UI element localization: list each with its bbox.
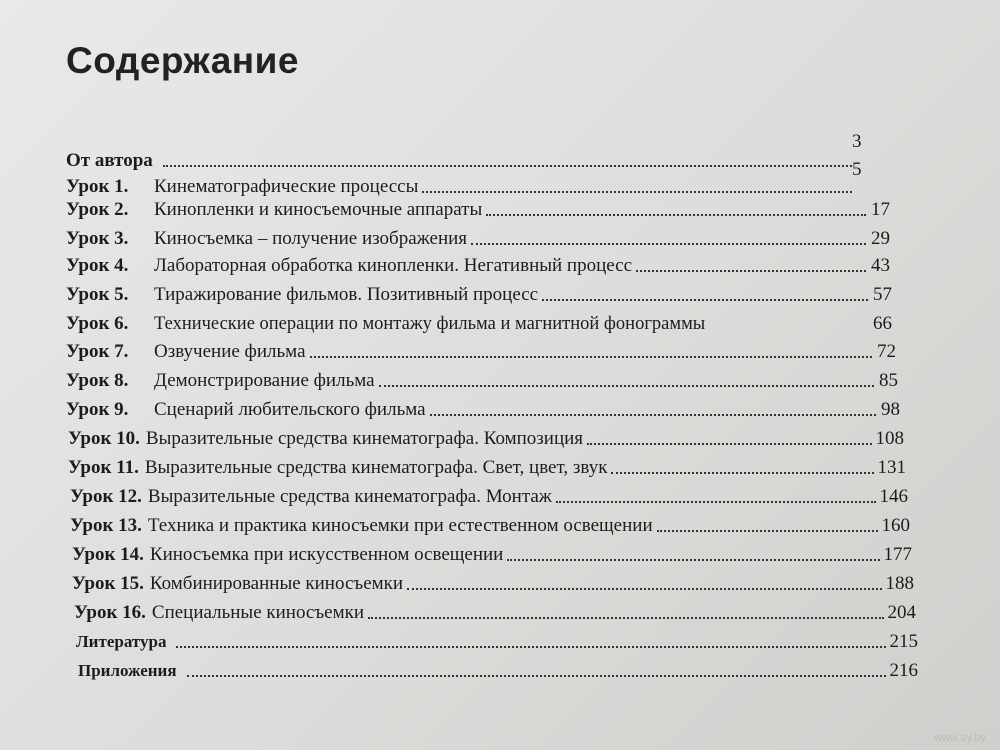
dot-leader: [507, 559, 879, 561]
toc-page-number: 29: [871, 228, 890, 249]
toc-title: Кинематографические процессы: [154, 176, 419, 197]
toc-entry: [66, 398, 900, 422]
toc-page-number: 108: [875, 428, 904, 449]
toc-title: Выразительные средства кинематографа. Композиция: [145, 428, 584, 449]
toc-title: Киносъемка – получение изображения: [154, 228, 468, 249]
toc-page-number: 216: [889, 660, 918, 681]
toc-title: Озвучение фильма: [154, 341, 306, 362]
toc-title: Тиражирование фильмов. Позитивный процесс: [154, 284, 539, 305]
dot-leader: [556, 501, 876, 503]
toc-page-number: 72: [877, 341, 896, 362]
dot-leader: [542, 299, 868, 301]
toc-entry: [66, 283, 892, 307]
dot-leader: [163, 165, 852, 167]
toc-page-number: 131: [877, 457, 906, 478]
toc-entry: [66, 340, 896, 364]
page-title: Содержание: [66, 40, 299, 81]
toc-title: Технические операции по монтажу фильма и магнитной фонограммы: [154, 314, 706, 334]
toc-entry: [72, 543, 912, 567]
toc-page-number: 204: [887, 602, 916, 623]
toc-entry: [66, 369, 898, 393]
dot-leader: [430, 414, 876, 416]
toc-entry: [66, 149, 856, 173]
toc-label: Литература: [76, 632, 167, 651]
dot-leader: [379, 385, 874, 387]
toc-entry: [66, 227, 890, 251]
toc-label: Урок 2.: [66, 199, 129, 220]
toc-title: Выразительные средства кинематографа. Свет, цвет, звук: [144, 457, 608, 478]
toc-entry: [68, 427, 904, 451]
toc-entry: [78, 659, 918, 683]
toc-entry: [66, 198, 890, 222]
toc-entry: [66, 312, 892, 336]
site-watermark: www.ay.by: [934, 732, 986, 744]
toc-entry: [68, 456, 906, 480]
toc-label: Урок 7.: [66, 341, 129, 362]
dot-leader: [611, 472, 873, 474]
toc-label: Урок 11.: [68, 457, 139, 478]
toc-page-number: 98: [881, 399, 900, 420]
dot-leader: [407, 588, 881, 590]
toc-label: Урок 16.: [74, 602, 146, 623]
dot-leader: [368, 617, 883, 619]
toc-page-number: 215: [889, 631, 918, 652]
toc-label: Урок 3.: [66, 228, 129, 249]
toc-page-number: 160: [881, 515, 910, 536]
toc-page-number: 146: [879, 486, 908, 507]
toc-label: Урок 1.: [66, 176, 129, 197]
toc-label: Урок 4.: [66, 255, 129, 276]
toc-title: Выразительные средства кинематографа. Монтаж: [147, 486, 552, 507]
toc-label: Урок 8.: [66, 370, 129, 391]
dot-leader: [310, 356, 872, 358]
toc-page-number: 17: [871, 199, 890, 220]
dot-leader: [636, 270, 866, 272]
toc-title: Лабораторная обработка кинопленки. Негативный процесс: [154, 255, 633, 276]
toc-title: Демонстрирование фильма: [154, 370, 375, 391]
dot-leader: [176, 646, 885, 648]
toc-label: Урок 15.: [72, 573, 144, 594]
toc-page-number: 43: [871, 255, 890, 276]
dot-leader: [422, 191, 852, 193]
toc-label: Урок 6.: [66, 313, 129, 334]
toc-page-number: 85: [879, 370, 898, 391]
toc-page-number: 177: [883, 544, 912, 565]
toc-entry: [74, 601, 916, 625]
toc-entry: [76, 630, 918, 654]
toc-label: Урок 14.: [72, 544, 144, 565]
toc-title: Киносъемка при искусственном освещении: [149, 544, 504, 565]
toc-page-number: 5: [852, 159, 862, 180]
toc-title: Техника и практика киносъемки при естественном освещении: [147, 515, 653, 536]
toc-entry: [72, 572, 914, 596]
toc-label: Урок 10.: [68, 428, 140, 449]
toc-label: Урок 5.: [66, 284, 129, 305]
toc-label: Урок 13.: [70, 515, 142, 536]
toc-label: Урок 9.: [66, 399, 129, 420]
dot-leader: [657, 530, 878, 532]
dot-leader: [187, 675, 886, 677]
toc-title: Комбинированные киносъемки: [149, 573, 404, 594]
toc-label: От автора: [66, 150, 153, 171]
toc-label: Приложения: [78, 661, 177, 680]
toc-title: Специальные киносъемки: [151, 602, 365, 623]
dot-leader: [486, 214, 866, 216]
toc-entry: [70, 485, 908, 509]
toc-title: Сценарий любительского фильма: [154, 399, 426, 420]
toc-title: Кинопленки и киносъемочные аппараты: [154, 199, 483, 220]
toc-page-number: 3: [852, 131, 862, 152]
toc-entry: [70, 514, 910, 538]
toc-entry: [66, 254, 890, 278]
toc-page-number: 66: [873, 313, 892, 334]
dot-leader: [587, 443, 871, 445]
toc-page-number: 188: [885, 573, 914, 594]
toc-label: Урок 12.: [70, 486, 142, 507]
dot-leader: [471, 243, 866, 245]
toc-page-number: 57: [873, 284, 892, 305]
toc-entry: [66, 175, 856, 199]
